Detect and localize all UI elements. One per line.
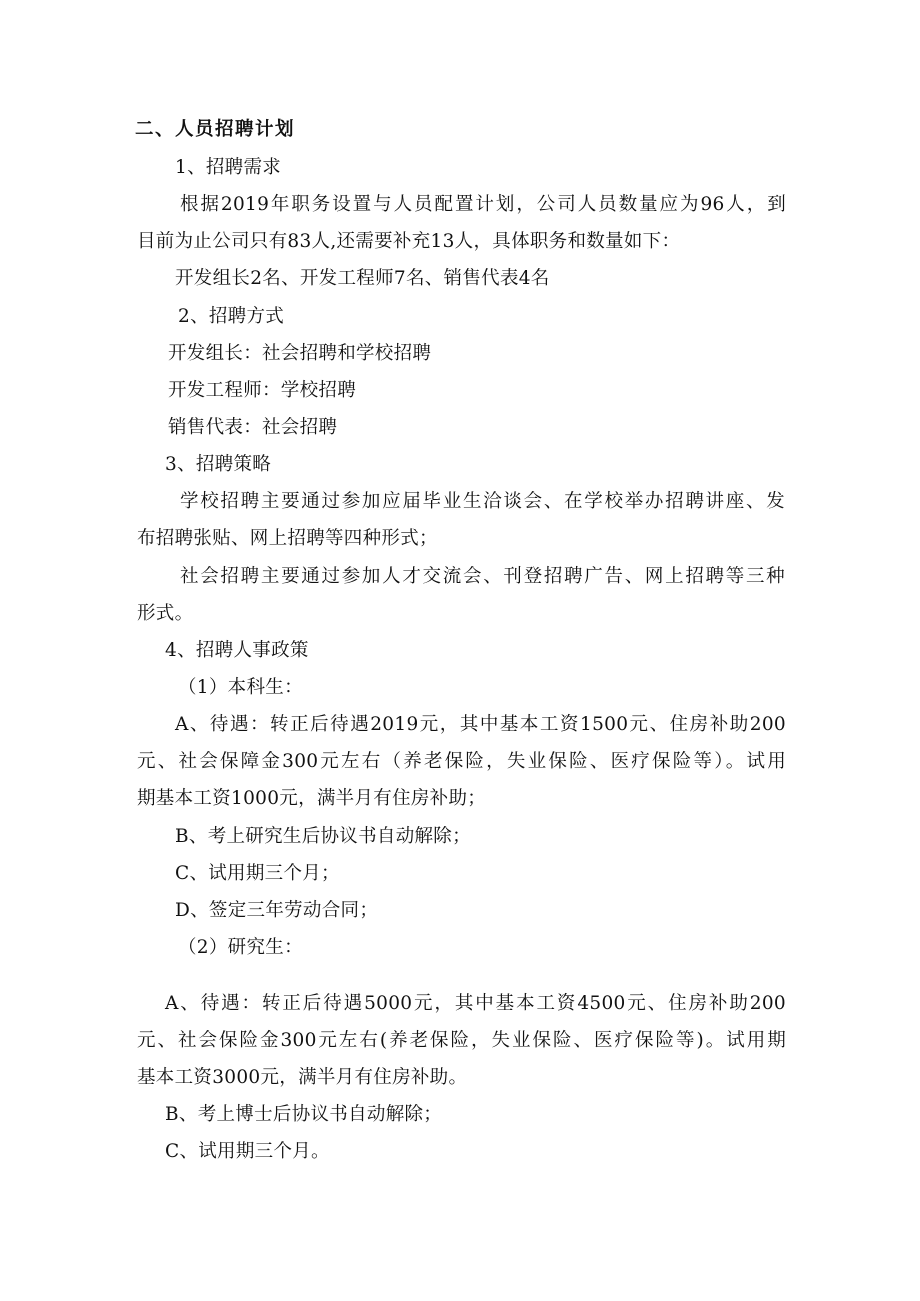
- undergrad-b: B、考上研究生后协议书自动解除；: [175, 826, 471, 847]
- grad-b: B、考上博士后协议书自动解除；: [165, 1104, 443, 1125]
- section-title: 二、人员招聘计划: [135, 119, 296, 140]
- grad-a-line: 基本工资3000元，满半月有住房补助。: [137, 1067, 468, 1088]
- demand-heading: 1、招聘需求: [175, 157, 282, 178]
- grad-heading: （2）研究生：: [178, 937, 303, 958]
- method-item: 销售代表：社会招聘: [168, 417, 338, 438]
- undergrad-c: C、试用期三个月；: [175, 863, 340, 884]
- method-item: 开发工程师：学校招聘: [168, 380, 357, 401]
- strategy-school-line: 布招聘张贴、网上招聘等四种形式；: [137, 528, 438, 549]
- grad-c: C、试用期三个月。: [165, 1141, 330, 1162]
- demand-paragraph-line: 根据2019年职务设置与人员配置计划，公司人员数量应为96人，到: [180, 194, 786, 215]
- undergrad-a-line: A、待遇：转正后待遇2019元，其中基本工资1500元、住房补助200: [175, 714, 786, 735]
- strategy-heading: 3、招聘策略: [165, 454, 272, 475]
- method-heading: 2、招聘方式: [178, 306, 285, 327]
- demand-paragraph-line: 目前为止公司只有83人,还需要补充13人，具体职务和数量如下：: [137, 231, 681, 252]
- strategy-social-line: 社会招聘主要通过参加人才交流会、刊登招聘广告、网上招聘等三种: [180, 566, 785, 587]
- strategy-school-line: 学校招聘主要通过参加应届毕业生洽谈会、在学校举办招聘讲座、发: [180, 491, 785, 512]
- undergrad-a-line: 期基本工资1000元，满半月有住房补助；: [137, 788, 487, 809]
- grad-a-line: 元、社会保险金300元左右(养老保险，失业保险、医疗保险等)。试用期: [137, 1030, 786, 1051]
- method-item: 开发组长：社会招聘和学校招聘: [168, 343, 432, 364]
- policy-heading: 4、招聘人事政策: [165, 640, 309, 661]
- undergrad-a-line: 元、社会保障金300元左右（养老保险，失业保险、医疗保险等）。试用: [137, 751, 786, 772]
- demand-positions: 开发组长2名、开发工程师7名、销售代表4名: [175, 268, 550, 289]
- undergrad-heading: （1）本科生：: [178, 677, 303, 698]
- undergrad-d: D、签定三年劳动合同；: [175, 900, 379, 921]
- strategy-social-line: 形式。: [137, 603, 194, 624]
- grad-a-line: A、待遇：转正后待遇5000元，其中基本工资4500元、住房补助200: [165, 993, 786, 1014]
